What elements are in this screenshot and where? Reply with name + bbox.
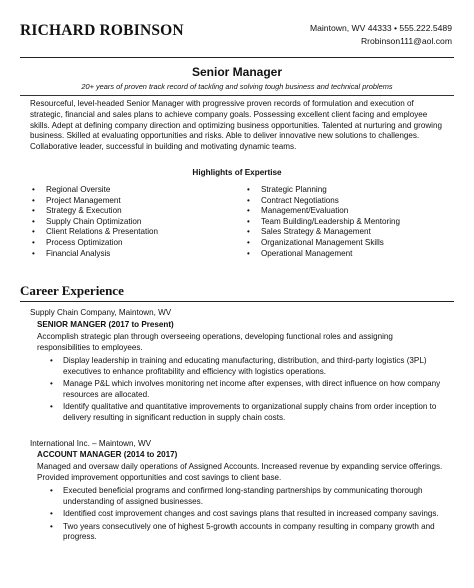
list-item: • Organizational Management Skills — [247, 238, 400, 249]
highlights-left-list — [32, 185, 158, 259]
list-item: • Display leadership in training and educating manufacturing, distribution, and third-party logistics (3PL) executives to enhance profitability and efficiency with logistics operations. — [50, 356, 446, 377]
highlights-right-list — [247, 185, 400, 259]
email: Rrobinson111@aol.com — [360, 35, 452, 46]
tagline-divider — [20, 95, 454, 96]
list-item: • Financial Analysis — [32, 249, 158, 260]
job-summary: Managed and oversaw daily operations of Assigned Accounts. Increased revenue by expanding service offerings. Provided improvement opportunities and cost savings to client base. — [37, 462, 443, 482]
list-item: • Executed beneficial programs and confirmed long-standing partnerships by communicating thorough understanding of assigned businesses. — [50, 486, 446, 507]
section-divider — [20, 301, 454, 302]
job-role: SENIOR MANGER (2017 to Present) — [37, 320, 174, 329]
contact-info — [310, 22, 452, 47]
address-phone: Maintown, WV 44333 • 555.222.5489 — [309, 23, 452, 33]
candidate-name: RICHARD ROBINSON — [20, 22, 184, 39]
list-item: • Supply Chain Optimization — [32, 217, 158, 228]
list-item: • Process Optimization — [32, 238, 158, 249]
list-item: • Regional Oversite — [32, 185, 158, 196]
profile-title: Senior Manager — [191, 65, 283, 79]
header-divider — [20, 57, 454, 58]
list-item: • Identified cost improvement changes and cost savings plans that resulted in increased company savings. — [50, 509, 446, 520]
job-company: Supply Chain Company, Maintown, WV — [30, 308, 172, 317]
section-title-career: Career Experience — [20, 283, 124, 298]
list-item: • Strategy & Execution — [32, 206, 158, 217]
list-item: • Operational Management — [247, 249, 400, 260]
job-company: International Inc. – Maintown, WV — [30, 439, 152, 448]
job-bullets — [50, 356, 446, 426]
list-item: • Contract Negotiations — [247, 196, 400, 207]
list-item: • Team Building/Leadership & Mentoring — [247, 217, 400, 228]
list-item: • Identify qualitative and quantitative improvements to organizational supply chains from order inception to delivery resulting in significant reduction in supply chain costs. — [50, 402, 446, 423]
list-item: • Manage P&L which involves monitoring net income after expenses, with direct influence on how company resources are allocated. — [50, 379, 446, 400]
profile-tagline: 20+ years of proven track record of tackling and solving tough business and technical problems — [81, 82, 393, 91]
highlights-title: Highlights of Expertise — [192, 168, 282, 177]
job-summary: Accomplish strategic plan through overseeing operations, developing functional roles and assigning responsibilities to employees. — [37, 332, 393, 352]
list-item: • Strategic Planning — [247, 185, 400, 196]
list-item: • Client Relations & Presentation — [32, 227, 158, 238]
list-item: • Two years consecutively one of highest 5-growth accounts in company resulting in company growth and progress. — [50, 522, 446, 543]
list-item: • Project Management — [32, 196, 158, 207]
list-item: • Sales Strategy & Management — [247, 227, 400, 238]
job-role: ACCOUNT MANAGER (2014 to 2017) — [37, 450, 178, 459]
profile-summary: Resourceful, level-headed Senior Manager with progressive proven records of formulation and execution of strategic, financial and sales plans to achieve company goals. Possessing excellent client facing and employee skills. Adept at defining company direction and optimizing business opportunities. Talented at nurturing and growing business. Skilled at evaluating opportunities and risks. Able to deliver innovative new solutions to challenges. Collaborative leader, successful in building and motivating dynamic teams. — [30, 99, 442, 152]
job-bullets — [50, 486, 446, 545]
list-item: • Management/Evaluation — [247, 206, 400, 217]
